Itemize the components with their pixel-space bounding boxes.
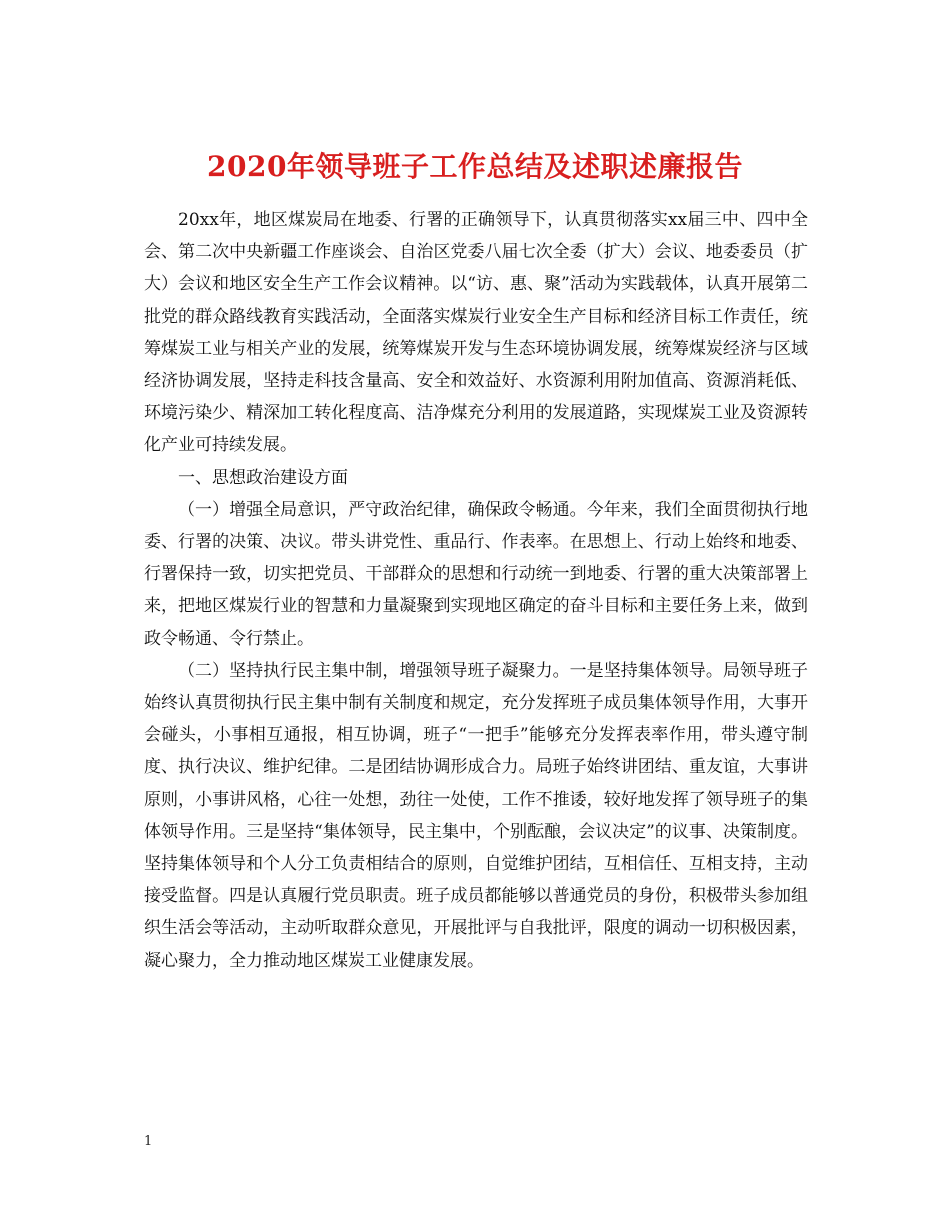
page-number: 1: [144, 1134, 153, 1149]
paragraph-overall-awareness: （一）增强全局意识，严守政治纪律，确保政令畅通。今年来，我们全面贯彻执行地委、行署的决策、决议。带头讲党性、重品行、作表率。在思想上、行动上始终和地委、行署保持一致，切实把党员、干部群众的思想和行动统一到地委、行署的重大决策部署上来，把地区煤炭行业的智慧和力量凝聚到实现地区确定的奋斗目标和主要任务上来，做到政令畅通、令行禁止。: [144, 499, 808, 649]
paragraph-intro: 20xx年，地区煤炭局在地委、行署的正确领导下，认真贯彻落实xx届三中、四中全会、第二次中央新疆工作座谈会、自治区党委八届七次全委（扩大）会议、地委委员（扩大）会议和地区安全生产工作会议精神。以“访、惠、聚”活动为实践载体，认真开展第二批党的群众路线教育实践活动，全面落实煤炭行业安全生产目标和经济目标工作责任，统筹煤炭工业与相关产业的发展，统筹煤炭开发与生态环境协调发展，统筹煤炭经济与区域经济协调发展，坚持走科技含量高、安全和效益好、水资源利用附加值高、资源消耗低、环境污染少、精深加工转化程度高、洁净煤充分利用的发展道路，实现煤炭工业及资源转化产业可持续发展。: [144, 210, 808, 456]
document-body: [144, 204, 808, 977]
section-heading-ideological-political: 一、思想政治建设方面: [178, 467, 348, 488]
paragraph-democratic-centralism: （二）坚持执行民主集中制，增强领导班子凝聚力。一是坚持集体领导。局领导班子始终认真贯彻执行民主集中制有关制度和规定，充分发挥班子成员集体领导作用，大事开会碰头，小事相互通报，相互协调，班子“一把手”能够充分发挥表率作用，带头遵守制度、执行决议、维护纪律。二是团结协调形成合力。局班子始终讲团结、重友谊，大事讲原则，小事讲风格，心往一处想，劲往一处使，工作不推诿，较好地发挥了领导班子的集体领导作用。三是坚持“集体领导，民主集中，个别酝酿，会议决定”的议事、决策制度。坚持集体领导和个人分工负责相结合的原则，自觉维护团结，互相信任、互相支持，主动接受监督。四是认真履行党员职责。班子成员都能够以普通党员的身份，积极带头参加组织生活会等活动，主动听取群众意见，开展批评与自我批评，限度的调动一切积极因素，凝心聚力，全力推动地区煤炭工业健康发展。: [144, 660, 808, 971]
document-title: 2020年领导班子工作总结及述职述廉报告: [207, 149, 743, 183]
